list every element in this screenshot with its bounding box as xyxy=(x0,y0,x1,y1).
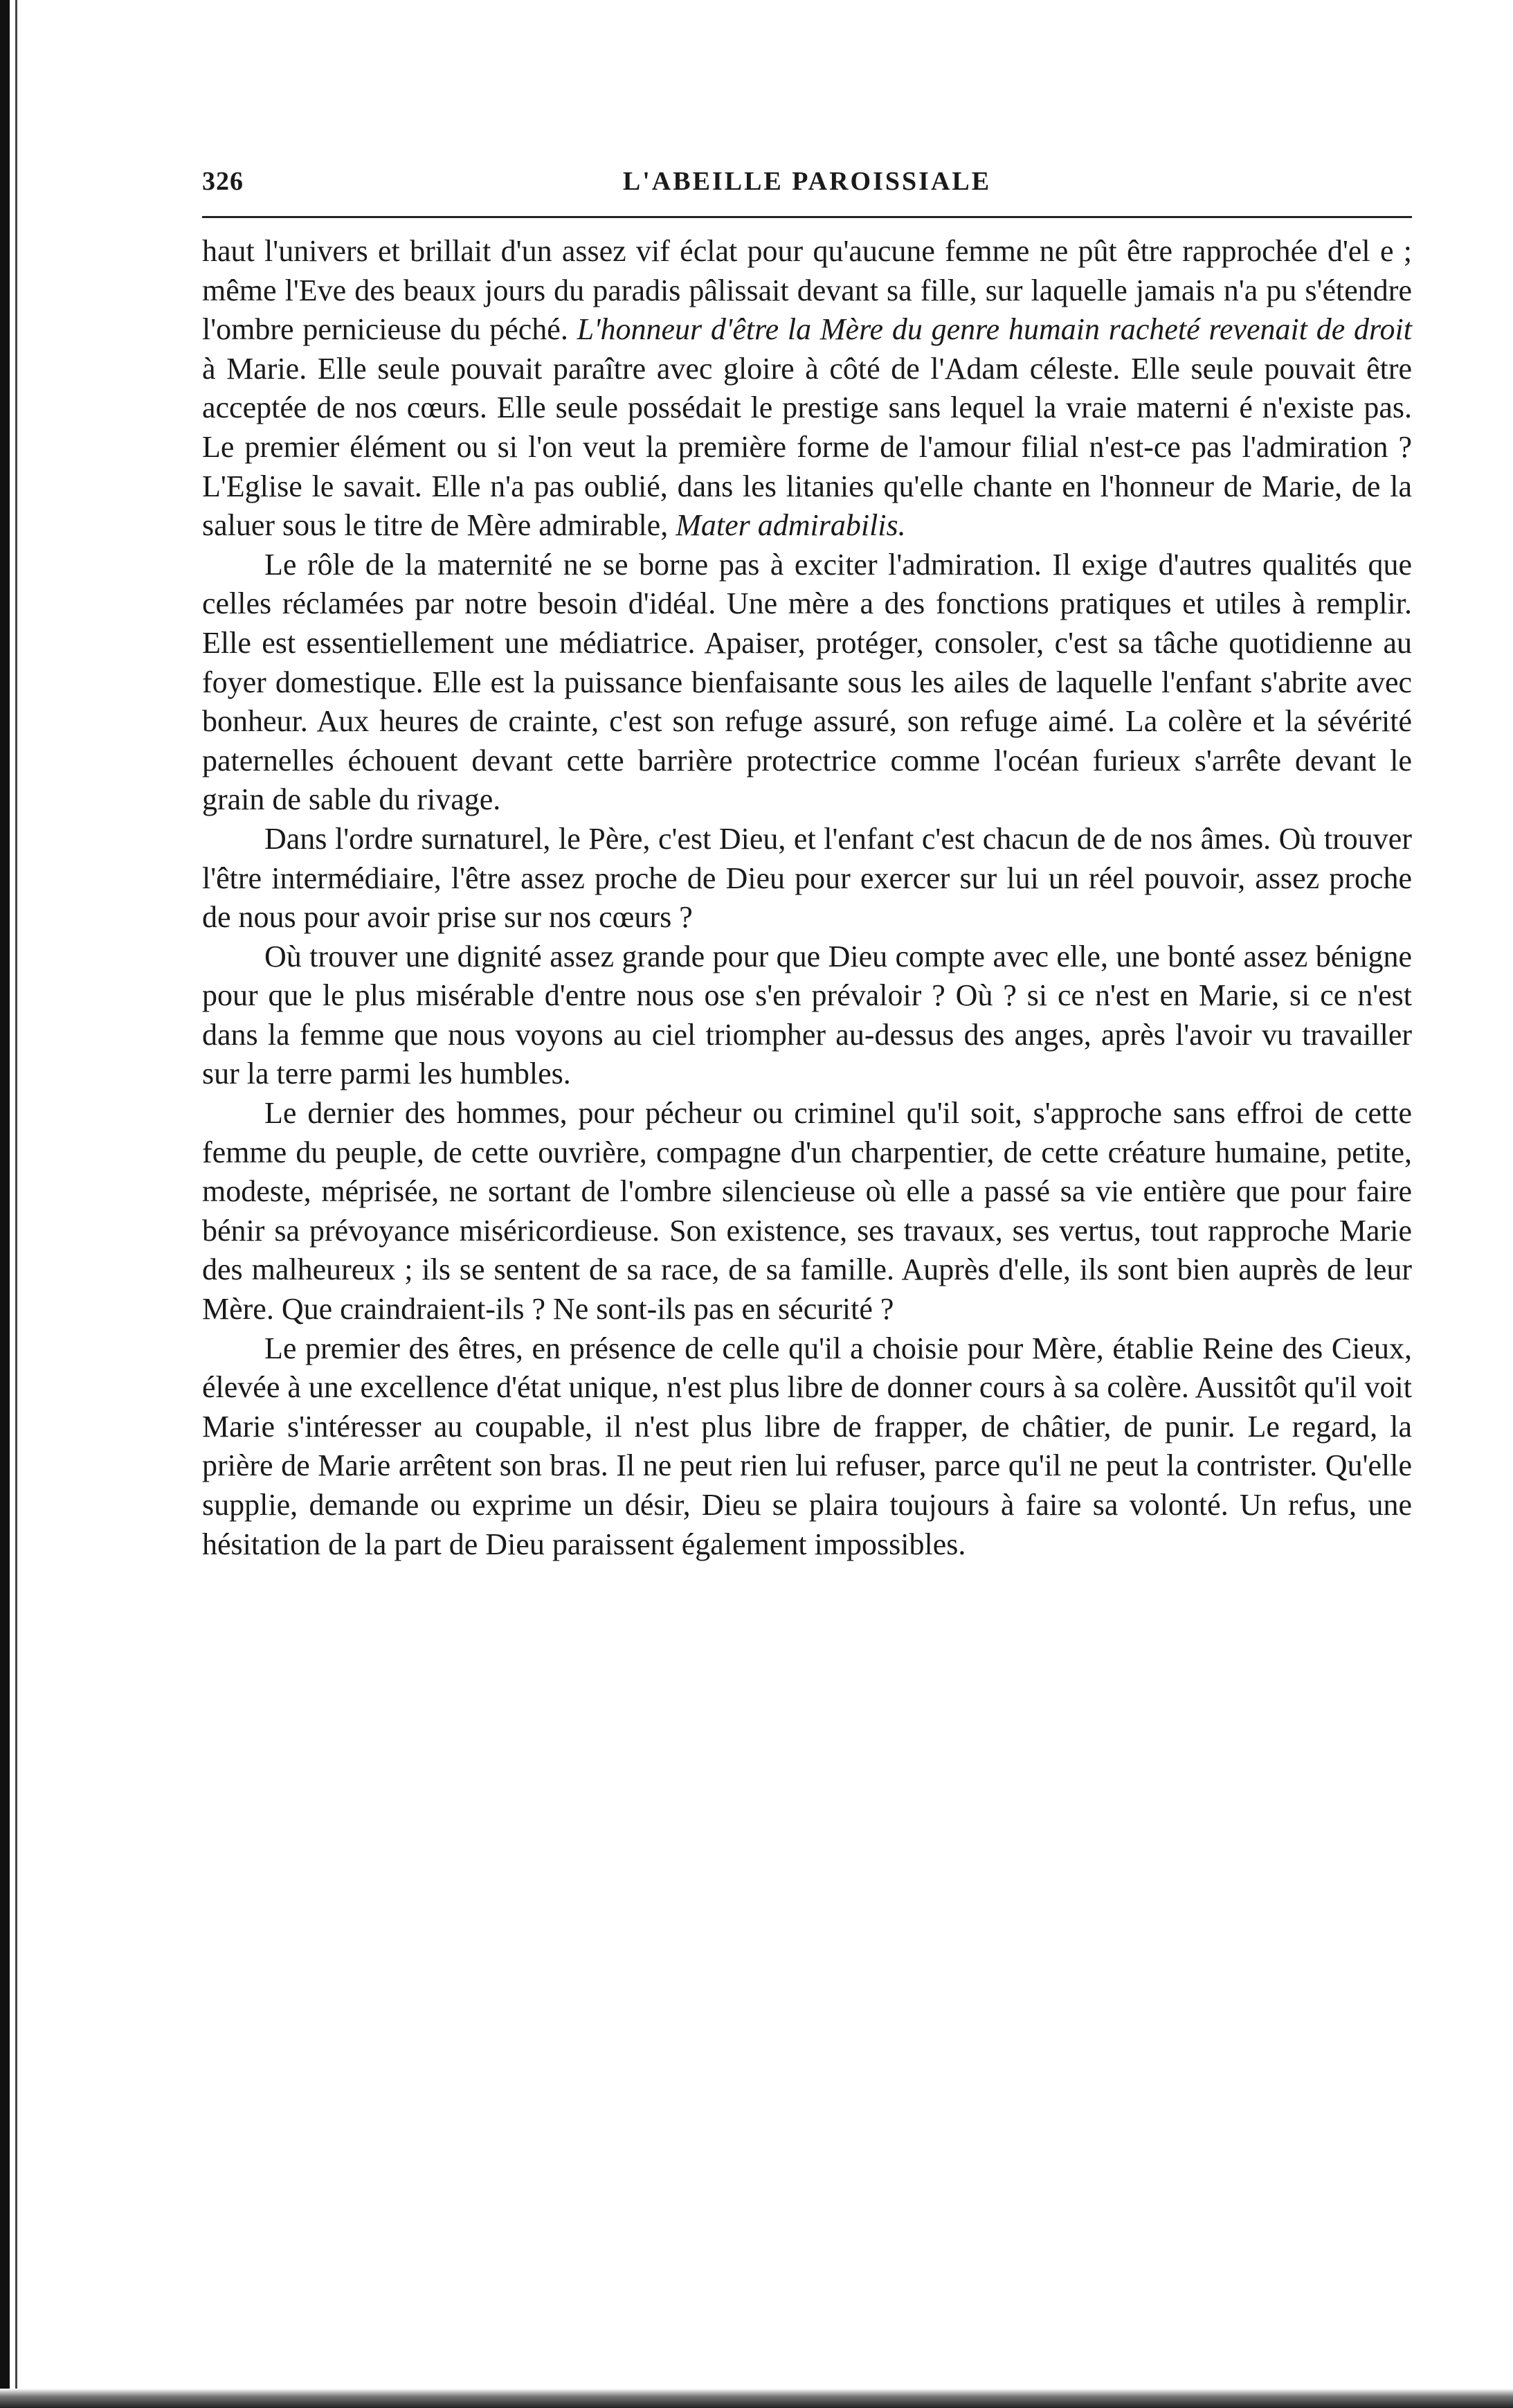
text-segment: Le dernier des hommes, pour pécheur ou criminel qu'il soit, s'approche sans effroi de cette femme du peuple, de cette ouvrière, compagne d'un charpentier, de cette créature humaine, petite, modeste, méprisée, ne sortant de l'ombre silencieuse où elle a passé sa vie entière que pour faire bénir sa prévoyance miséricordieuse. Son existence, ses travaux, ses vertus, tout rapproche Marie des malheureux ; ils se sentent de sa race, de sa famille. Auprès d'elle, ils sont bien auprès de leur Mère. Que craindraient-ils ? Ne sont-ils pas en sécurité ? xyxy=(202,1096,1412,1327)
text-segment: Où trouver une dignité assez grande pour que Dieu compte avec elle, une bonté assez bénigne pour que le plus misérable d'entre nous ose s'en prévaloir ? Où ? si ce n'est en Marie, si ce n'est dans la femme que nous voyons au ciel triompher au-dessus des anges, après l'avoir vu travailler sur la terre parmi les humbles. xyxy=(202,939,1412,1091)
scan-binding-line xyxy=(15,0,17,2408)
text-segment: Dans l'ordre surnaturel, le Père, c'est Dieu, et l'enfant c'est chacun de de nos âmes. Où trouver l'être intermédiaire, l'être assez proche de Dieu pour exercer sur lui un réel pouvoir, assez proche de nous pour avoir prise sur nos cœurs ? xyxy=(202,821,1412,935)
text-segment: Le premier des êtres, en présence de celle qu'il a choisie pour Mère, établie Reine des Cieux, élevée à une excellence d'état unique, n'est plus libre de donner cours à sa colère. Aussitôt qu'il voit Marie s'intéresser au coupable, il n'est plus libre de frapper, de châtier, de punir. Le regard, la prière de Marie arrêtent son bras. Il ne peut rien lui refuser, parce qu'il ne peut la contrister. Qu'elle supplie, demande ou exprime un désir, Dieu se plaira toujours à faire sa volonté. Un refus, une hésitation de la part de Dieu paraissent également impossibles. xyxy=(202,1331,1412,1561)
text-segment: haut l'univers et brillait d'un assez vif éclat pour qu'aucune femme ne pût être rapprochée d'el e ; même l'Eve des beaux jours du paradis pâlissait devant sa fille, sur laquelle jamais n'a pu s'étendre l'ombre pernicieuse du péché. xyxy=(202,234,1412,347)
header-rule xyxy=(202,216,1412,218)
body-text xyxy=(202,232,1412,1564)
paragraph xyxy=(202,820,1412,937)
text-segment: à Marie. Elle seule pouvait paraître avec gloire à côté de l'Adam céleste. Elle seule pouvait être acceptée de nos cœurs. Elle seule possédait le prestige sans lequel la vraie materni é n'existe pas. Le premier élément ou si l'on veut la première forme de l'amour filial n'est-ce pas l'admiration ? L'Eglise le savait. Elle n'a pas oublié, dans les litanies qu'elle chante en l'honneur de Marie, de la saluer sous le titre de Mère admirable, xyxy=(202,351,1412,543)
paragraph xyxy=(202,232,1412,546)
italic-segment: L'honneur d'être la Mère du genre humain racheté revenait de droit xyxy=(577,312,1413,347)
paragraph xyxy=(202,937,1412,1094)
scan-bottom-edge xyxy=(0,2389,1513,2408)
paragraph xyxy=(202,546,1412,820)
page-number: 326 xyxy=(202,167,244,196)
scan-binding-edge xyxy=(0,0,10,2408)
running-title: L'ABEILLE PAROISSIALE xyxy=(622,167,992,196)
italic-segment: Mater admirabilis. xyxy=(676,508,906,543)
running-header xyxy=(202,166,1412,216)
paragraph xyxy=(202,1094,1412,1329)
paragraph xyxy=(202,1329,1412,1565)
text-segment: Le rôle de la maternité ne se borne pas à exciter l'admiration. Il exige d'autres qualités que celles réclamées par notre besoin d'idéal. Une mère a des fonctions pratiques et utiles à remplir. Elle est essentiellement une médiatrice. Apaiser, protéger, consoler, c'est sa tâche quotidienne au foyer domestique. Elle est la puissance bienfaisante sous les ailes de laquelle l'enfant s'abrite avec bonheur. Aux heures de crainte, c'est son refuge assuré, son refuge aimé. La colère et la sévérité paternelles échouent devant cette barrière protectrice comme l'océan furieux s'arrête devant le grain de sable du rivage. xyxy=(202,547,1412,817)
book-page xyxy=(202,166,1412,1564)
